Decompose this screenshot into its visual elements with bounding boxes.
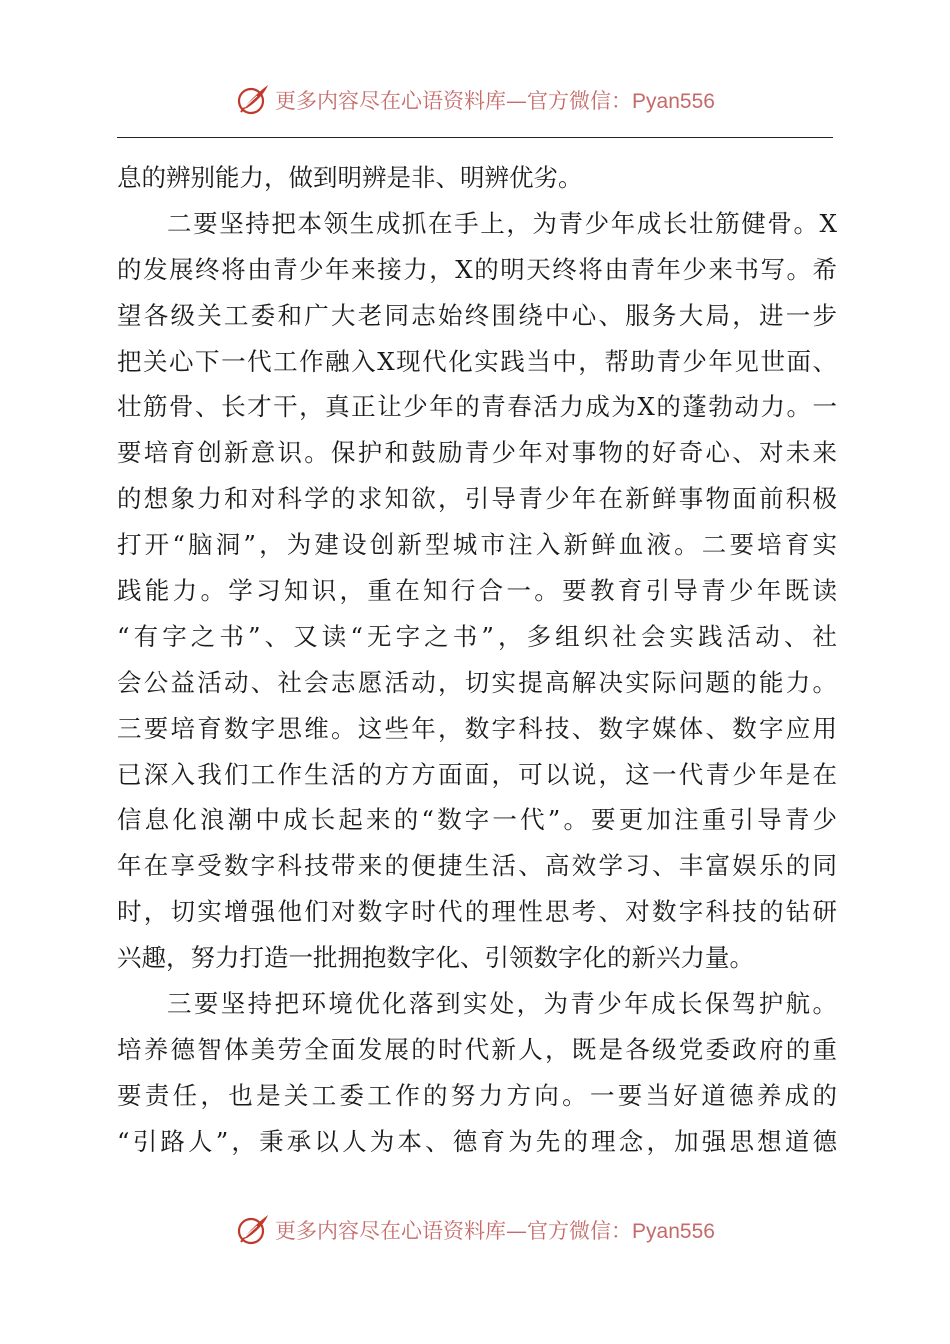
separator-dash: — bbox=[506, 89, 528, 113]
text-line: 望各级关工委和广大老同志始终围绕中心、服务大局，进一步 bbox=[117, 300, 837, 330]
text-line: 的发展终将由青少年来接力，X的明天终将由青年少来书写。希 bbox=[117, 254, 837, 284]
paragraph bbox=[117, 201, 837, 981]
text-line: 会公益活动、社会志愿活动，切实提高解决实际问题的能力。 bbox=[117, 667, 837, 697]
text-line: 时，切实增强他们对数字时代的理性思考、对数字科技的钻研 bbox=[117, 897, 837, 927]
text-line: 年在享受数字科技带来的便捷生活、高效学习、丰富娱乐的同 bbox=[117, 851, 837, 881]
text-line: “有字之书”、又读“无字之书”，多组织社会实践活动、社 bbox=[117, 621, 837, 651]
separator-dash: — bbox=[506, 1219, 528, 1243]
text-line: 兴趣，努力打造一批拥抱数字化、引领数字化的新兴力量。 bbox=[117, 943, 754, 973]
paragraph bbox=[117, 155, 837, 201]
text-line: 三要坚持把环境优化落到实处，为青少年成长保驾护航。 bbox=[167, 989, 837, 1019]
footer-text bbox=[275, 1215, 715, 1245]
quill-pen-logo-icon bbox=[235, 1212, 271, 1248]
site-name: 更多内容尽在心语资料库 bbox=[275, 89, 507, 113]
text-line: 的想象力和对科学的求知欲，引导青少年在新鲜事物面前积极 bbox=[117, 484, 837, 514]
text-line: “引路人”，秉承以人为本、德育为先的理念，加强思想道德 bbox=[117, 1126, 837, 1156]
text-line: 培养德智体美劳全面发展的时代新人，既是各级党委政府的重 bbox=[117, 1034, 837, 1064]
text-line: 要责任，也是关工委工作的努力方向。一要当好道德养成的 bbox=[117, 1080, 837, 1110]
text-line: 打开“脑洞”，为建设创新型城市注入新鲜血液。二要培育实 bbox=[117, 530, 837, 560]
text-line: 践能力。学习知识，重在知行合一。要教育引导青少年既读 bbox=[117, 576, 837, 606]
site-name: 更多内容尽在心语资料库 bbox=[275, 1219, 507, 1243]
text-line: 壮筋骨、长才干，真正让少年的青春活力成为X的蓬勃动力。一 bbox=[117, 392, 837, 422]
text-line: 息的辨别能力，做到明辨是非、明辨优劣。 bbox=[117, 163, 583, 192]
wechat-label: 官方微信： bbox=[527, 1219, 633, 1243]
text-line: 三要培育数字思维。这些年，数字科技、数字媒体、数字应用 bbox=[117, 713, 837, 743]
header-divider bbox=[117, 137, 833, 138]
footer-banner bbox=[0, 1210, 950, 1250]
text-line: 二要坚持把本领生成抓在手上，为青少年成长壮筋健骨。X bbox=[167, 208, 837, 238]
text-line: 要培育创新意识。保护和鼓励青少年对事物的好奇心、对未来 bbox=[117, 438, 837, 468]
paragraph bbox=[117, 981, 837, 1165]
quill-pen-logo-icon bbox=[235, 82, 271, 118]
wechat-id: Pyan556 bbox=[632, 1220, 715, 1243]
document-body bbox=[117, 155, 837, 1165]
text-line: 把关心下一代工作融入X现代化实践当中，帮助青少年见世面、 bbox=[117, 346, 837, 376]
header-banner bbox=[0, 80, 950, 120]
wechat-label: 官方微信： bbox=[527, 89, 633, 113]
wechat-id: Pyan556 bbox=[632, 90, 715, 113]
text-line: 信息化浪潮中成长起来的“数字一代”。要更加注重引导青少 bbox=[117, 805, 837, 835]
header-text bbox=[275, 85, 715, 115]
text-line: 已深入我们工作生活的方方面面，可以说，这一代青少年是在 bbox=[117, 759, 837, 789]
